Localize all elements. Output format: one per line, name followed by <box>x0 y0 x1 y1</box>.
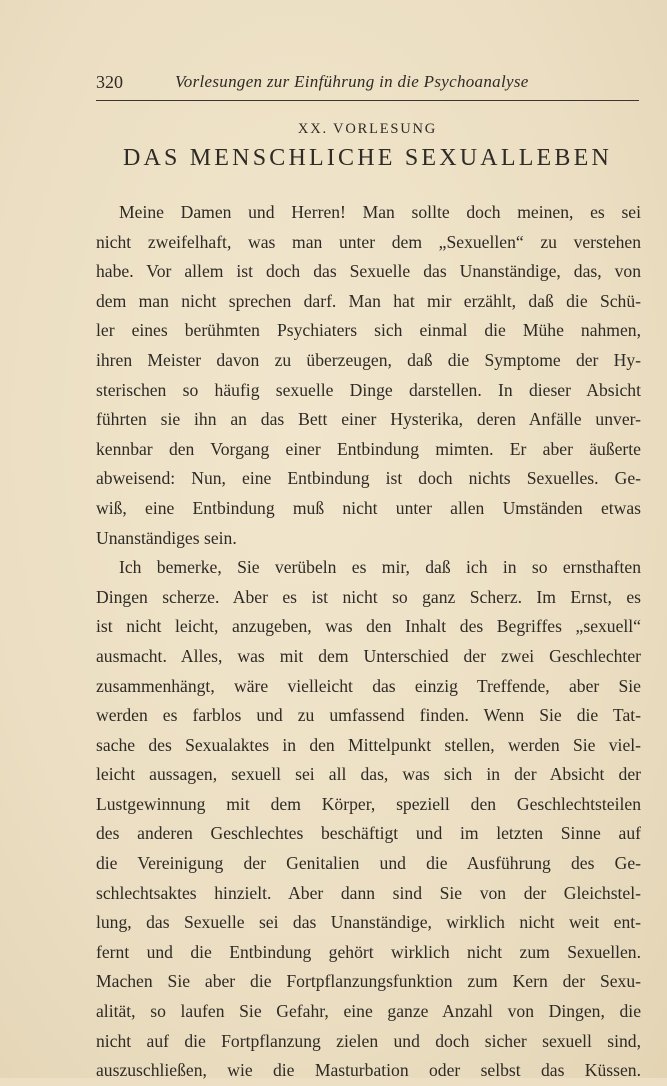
text-line: zusammenhängt, wäre vielleicht das einzig Treffende, aber Sie <box>96 675 641 696</box>
text-line: leicht aussagen, sexuell sei all das, was sich in der Absicht der <box>96 764 641 785</box>
text-line: führten sie ihn an das Bett einer Hysterika, deren Anfälle unver- <box>96 409 641 430</box>
text-line: habe. Vor allem ist doch das Sexuelle das Unanständige, das, von <box>96 261 641 282</box>
header-rule <box>96 100 639 101</box>
text-line: ler eines berühmten Psychiaters sich einmal die Mühe nahmen, <box>96 320 641 341</box>
running-head: Vorlesungen zur Einführung in die Psychoanalyse <box>175 72 529 91</box>
text-line: ausmacht. Alles, was mit dem Unterschied der zwei Geschlechter <box>96 645 641 666</box>
text-line: ihren Meister davon zu überzeugen, daß die Symptome der Hy- <box>96 349 641 370</box>
text-line: Unanständiges sein. <box>96 527 237 548</box>
text-line: dem man nicht sprechen darf. Man hat mir erzählt, daß die Schü- <box>96 290 641 311</box>
text-line: nicht zweifelhaft, was man unter dem „Sexuellen“ zu verstehen <box>96 231 641 252</box>
text-line: fernt und die Entbindung gehört wirklich nicht zum Sexuellen. <box>96 941 641 962</box>
page-number: 320 <box>96 72 123 92</box>
text-line: werden es farblos und zu umfassend finden. Wenn Sie die Tat- <box>96 705 641 726</box>
chapter-title: DAS MENSCHLICHE SEXUALLEBEN <box>122 145 613 171</box>
text-line: lung, das Sexuelle sei das Unanständige, wirklich nicht weit ent- <box>96 912 641 933</box>
text-line: Machen Sie aber die Fortpflanzungsfunktion zum Kern der Sexu- <box>96 971 641 992</box>
text-line: sache des Sexualaktes in den Mittelpunkt stellen, werden Sie viel- <box>96 734 641 755</box>
page-header <box>96 72 639 98</box>
text-line: Dingen scherze. Aber es ist nicht so ganz Scherz. Im Ernst, es <box>96 586 641 607</box>
text-line: des anderen Geschlechtes beschäftigt und im letzten Sinne auf <box>96 823 641 844</box>
text-line: kennbar den Vorgang einer Entbindung mimten. Er aber äußerte <box>96 438 641 459</box>
text-line: abweisend: Nun, eine Entbindung ist doch nichts Sexuelles. Ge- <box>96 468 641 489</box>
text-line: die Vereinigung der Genitalien und die Ausführung des Ge- <box>96 853 641 874</box>
text-line: auszuschließen, wie die Masturbation oder selbst das Küssen. <box>96 1060 641 1081</box>
text-line: wiß, eine Entbindung muß nicht unter allen Umständen etwas <box>96 497 641 518</box>
text-line: Meine Damen und Herren! Man sollte doch meinen, es sei <box>119 202 641 222</box>
chapter-label: XX. VORLESUNG <box>297 121 438 137</box>
text-line: nicht auf die Fortpflanzung zielen und doch sicher sexuell sind, <box>96 1030 641 1051</box>
text-line: Lustgewinnung mit dem Körper, speziell den Geschlechtsteilen <box>96 793 641 814</box>
text-line: Ich bemerke, Sie verübeln es mir, daß ich in so ernsthaften <box>119 557 641 578</box>
text-line: sterischen so häufig sexuelle Dinge darstellen. In dieser Absicht <box>96 379 641 400</box>
body-text <box>96 198 641 1086</box>
text-line: ist nicht leicht, anzugeben, was den Inhalt des Begriffes „sexuell“ <box>96 616 641 637</box>
text-line: schlechtsaktes hinzielt. Aber dann sind Sie von der Gleichstel- <box>96 882 641 903</box>
text-line: alität, so laufen Sie Gefahr, eine ganze Anzahl von Dingen, die <box>96 1001 641 1022</box>
